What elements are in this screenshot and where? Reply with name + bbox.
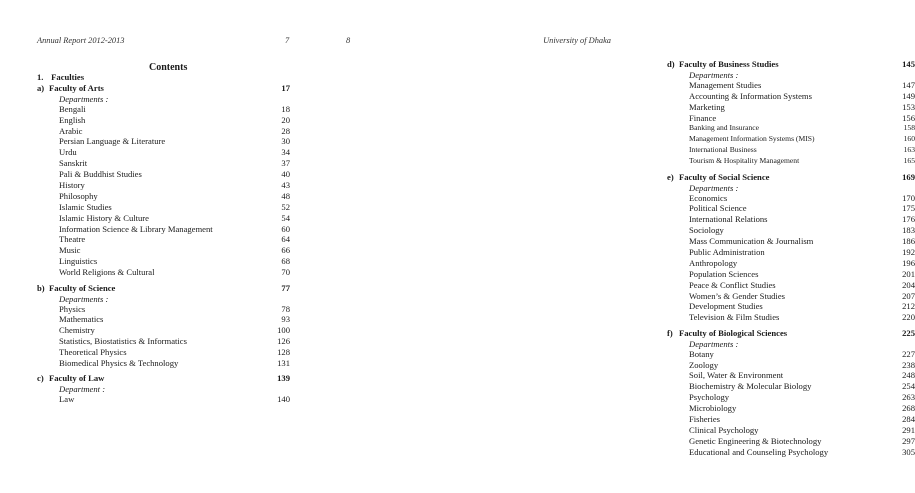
department-name: Anthropology <box>689 257 738 268</box>
department-page-number: 212 <box>902 301 915 312</box>
department-page-number: 78 <box>281 303 290 314</box>
department-name: Botany <box>689 348 714 359</box>
department-name: Biochemistry & Molecular Biology <box>689 381 812 392</box>
department-name: Banking and Insurance <box>689 123 760 133</box>
department-page-number: 52 <box>281 201 290 212</box>
department-page-number: 183 <box>902 225 915 236</box>
department-name: International Relations <box>689 214 768 225</box>
department-page-number: 284 <box>902 414 915 425</box>
department-row <box>667 280 915 291</box>
faculty-heading <box>667 172 915 183</box>
contents-title: Contents <box>149 62 188 73</box>
department-page-number: 268 <box>902 403 915 414</box>
department-row <box>37 136 290 147</box>
department-row <box>37 180 290 191</box>
department-name: Statistics, Biostatistics & Informatics <box>59 336 187 347</box>
department-name: Tourism & Hospitality Management <box>689 156 800 166</box>
department-name: Psychology <box>689 392 730 403</box>
department-row <box>667 225 915 236</box>
department-page-number: 201 <box>902 268 915 279</box>
department-name: Linguistics <box>59 256 98 267</box>
department-name: Mass Communication & Journalism <box>689 236 814 247</box>
department-row <box>37 336 290 347</box>
department-name: Bengali <box>59 103 86 114</box>
faculty-title: Faculty of Business Studies <box>679 59 779 69</box>
department-page-number: 165 <box>903 156 915 166</box>
department-row <box>37 224 290 235</box>
department-name: International Business <box>689 145 757 155</box>
department-page-number: 158 <box>903 123 915 133</box>
faculty-social-section <box>667 172 915 324</box>
department-page-number: 43 <box>281 180 290 191</box>
department-row <box>37 304 290 315</box>
department-row <box>667 301 915 312</box>
department-name: Management Studies <box>689 79 762 90</box>
department-name: Microbiology <box>689 403 737 414</box>
faculty-heading <box>37 283 290 294</box>
faculty-label: b) <box>37 282 45 293</box>
faculty-biological-section <box>667 328 915 458</box>
department-name: Peace & Conflict Studies <box>689 279 776 290</box>
toc-left-column <box>37 72 290 405</box>
departments-label: Departments : <box>689 182 739 193</box>
department-page-number: 291 <box>902 424 915 435</box>
department-row <box>667 269 915 280</box>
faculty-arts-section <box>37 83 290 278</box>
department-row <box>667 247 915 258</box>
department-name: Political Science <box>689 203 747 214</box>
header-page-number: 7 <box>285 36 290 45</box>
left-page <box>0 0 319 493</box>
department-page-number: 60 <box>281 223 290 234</box>
department-name: Women’s & Gender Studies <box>689 290 785 301</box>
department-row <box>37 358 290 369</box>
faculty-label: c) <box>37 373 44 384</box>
departments-label: Departments : <box>59 293 109 304</box>
department-row <box>667 258 915 269</box>
faculty-page-number: 169 <box>902 171 915 182</box>
department-row <box>667 102 915 113</box>
department-name: Music <box>59 245 81 256</box>
department-name: Urdu <box>59 147 77 158</box>
department-page-number: 263 <box>902 392 915 403</box>
department-page-number: 37 <box>281 158 290 169</box>
department-row <box>37 191 290 202</box>
department-row <box>667 414 915 425</box>
department-name: Persian Language & Literature <box>59 136 166 147</box>
department-name: Biomedical Physics & Technology <box>59 357 179 368</box>
department-row <box>667 214 915 225</box>
faculty-heading <box>667 59 915 70</box>
department-row <box>37 213 290 224</box>
department-page-number: 30 <box>281 136 290 147</box>
department-name: Population Sciences <box>689 268 759 279</box>
department-page-number: 18 <box>281 103 290 114</box>
department-name: Development Studies <box>689 301 763 312</box>
department-name: Chemistry <box>59 325 95 336</box>
department-row <box>37 256 290 267</box>
department-name: Philosophy <box>59 190 98 201</box>
faculty-heading <box>37 83 290 94</box>
department-name: Clinical Psychology <box>689 424 759 435</box>
department-row <box>667 203 915 214</box>
department-name: Arabic <box>59 125 83 136</box>
department-page-number: 48 <box>281 190 290 201</box>
department-row <box>37 115 290 126</box>
faculty-title: Faculty of Social Science <box>679 171 770 182</box>
department-name: Theatre <box>59 234 86 245</box>
department-page-number: 128 <box>277 347 290 358</box>
department-name: Television & Film Studies <box>689 312 780 323</box>
department-name: Accounting & Information Systems <box>689 90 812 101</box>
department-name: Islamic History & Culture <box>59 212 149 223</box>
faculty-title: Faculty of Arts <box>49 82 104 93</box>
department-page-number: 156 <box>902 112 915 123</box>
department-page-number: 131 <box>277 357 290 368</box>
department-name: Marketing <box>689 101 725 112</box>
department-row <box>37 347 290 358</box>
faculty-heading <box>667 328 915 339</box>
departments-label: Departments : <box>689 338 739 349</box>
faculty-heading <box>37 373 290 384</box>
department-row <box>37 394 290 405</box>
department-page-number: 186 <box>902 236 915 247</box>
department-row <box>667 156 915 167</box>
department-page-number: 68 <box>281 256 290 267</box>
department-row <box>37 147 290 158</box>
department-row <box>667 425 915 436</box>
department-name: Information Science & Library Management <box>59 223 213 234</box>
department-row <box>37 314 290 325</box>
departments-label: Department : <box>59 384 106 395</box>
department-page-number: 163 <box>903 145 915 155</box>
header-title: Annual Report 2012-2013 <box>37 36 125 45</box>
department-row <box>37 234 290 245</box>
department-page-number: 140 <box>277 394 290 405</box>
department-row <box>37 325 290 336</box>
faculty-law-section <box>37 373 290 405</box>
department-page-number: 220 <box>902 312 915 323</box>
department-row <box>37 126 290 137</box>
department-page-number: 192 <box>902 246 915 257</box>
department-page-number: 305 <box>902 446 915 457</box>
department-name: Soil, Water & Environment <box>689 370 784 381</box>
department-row <box>667 436 915 447</box>
header-page-number: 8 <box>346 36 351 45</box>
department-page-number: 93 <box>281 314 290 325</box>
department-row <box>37 169 290 180</box>
toc-right-column <box>667 59 915 458</box>
department-row <box>667 193 915 204</box>
department-row <box>37 267 290 278</box>
department-name: Economics <box>689 192 728 203</box>
department-name: Mathematics <box>59 314 104 325</box>
department-name: Sanskrit <box>59 158 88 169</box>
department-row <box>667 80 915 91</box>
department-page-number: 54 <box>281 212 290 223</box>
department-name: Management Information Systems (MIS) <box>689 134 815 144</box>
department-row <box>667 236 915 247</box>
department-row <box>667 91 915 102</box>
department-row <box>37 245 290 256</box>
department-page-number: 126 <box>277 336 290 347</box>
department-page-number: 227 <box>902 348 915 359</box>
department-name: Zoology <box>689 359 719 370</box>
department-page-number: 100 <box>277 325 290 336</box>
faculty-page-number: 77 <box>281 282 290 293</box>
department-page-number: 170 <box>902 192 915 203</box>
department-name: World Religions & Cultural <box>59 267 155 278</box>
department-row <box>667 134 915 145</box>
department-page-number: 147 <box>902 79 915 90</box>
department-row <box>667 403 915 414</box>
department-name: Fisheries <box>689 414 721 425</box>
faculty-business-section <box>667 59 915 167</box>
faculty-science-section <box>37 283 290 369</box>
faculty-page-number: 17 <box>281 82 290 93</box>
department-row <box>37 104 290 115</box>
department-row <box>667 312 915 323</box>
department-row <box>667 123 915 134</box>
faculty-page-number: 225 <box>902 327 915 338</box>
header-title: University of Dhaka <box>543 36 611 45</box>
department-page-number: 153 <box>902 101 915 112</box>
department-row <box>37 158 290 169</box>
faculty-title: Faculty of Science <box>49 282 116 293</box>
faculty-page-number: 139 <box>277 373 290 384</box>
department-name: Pali & Buddhist Studies <box>59 169 142 180</box>
faculties-heading: 1. Faculties <box>37 72 85 82</box>
faculty-label: f) <box>667 327 673 338</box>
faculty-page-number: 145 <box>902 59 915 69</box>
department-row <box>667 370 915 381</box>
department-page-number: 40 <box>281 169 290 180</box>
department-row <box>667 381 915 392</box>
department-page-number: 207 <box>902 290 915 301</box>
department-page-number: 149 <box>902 90 915 101</box>
department-page-number: 238 <box>902 359 915 370</box>
department-page-number: 204 <box>902 279 915 290</box>
department-row <box>37 202 290 213</box>
department-name: Theoretical Physics <box>59 347 127 358</box>
department-row <box>667 349 915 360</box>
department-name: Educational and Counseling Psychology <box>689 446 829 457</box>
department-name: Finance <box>689 112 717 123</box>
department-page-number: 160 <box>903 134 915 144</box>
department-page-number: 64 <box>281 234 290 245</box>
department-page-number: 196 <box>902 257 915 268</box>
faculty-label: e) <box>667 171 674 182</box>
department-page-number: 34 <box>281 147 290 158</box>
department-page-number: 20 <box>281 114 290 125</box>
department-row <box>667 447 915 458</box>
department-page-number: 176 <box>902 214 915 225</box>
department-name: Physics <box>59 303 86 314</box>
department-page-number: 254 <box>902 381 915 392</box>
department-name: Law <box>59 394 75 405</box>
faculty-title: Faculty of Law <box>49 373 105 384</box>
department-row <box>667 360 915 371</box>
department-page-number: 66 <box>281 245 290 256</box>
department-name: History <box>59 180 85 191</box>
department-page-number: 28 <box>281 125 290 136</box>
department-page-number: 70 <box>281 267 290 278</box>
department-name: Islamic Studies <box>59 201 112 212</box>
department-name: Sociology <box>689 225 724 236</box>
department-name: English <box>59 114 86 125</box>
faculty-label: d) <box>667 59 675 69</box>
right-page <box>319 0 915 493</box>
faculty-title: Faculty of Biological Sciences <box>679 327 788 338</box>
departments-label: Departments : <box>59 93 109 104</box>
faculty-label: a) <box>37 82 45 93</box>
department-page-number: 248 <box>902 370 915 381</box>
department-row <box>667 113 915 124</box>
department-page-number: 175 <box>902 203 915 214</box>
department-row <box>667 291 915 302</box>
department-name: Genetic Engineering & Biotechnology <box>689 435 822 446</box>
department-page-number: 297 <box>902 435 915 446</box>
departments-label: Departments : <box>689 69 739 80</box>
department-row <box>667 392 915 403</box>
department-name: Public Administration <box>689 246 765 257</box>
department-row <box>667 145 915 156</box>
